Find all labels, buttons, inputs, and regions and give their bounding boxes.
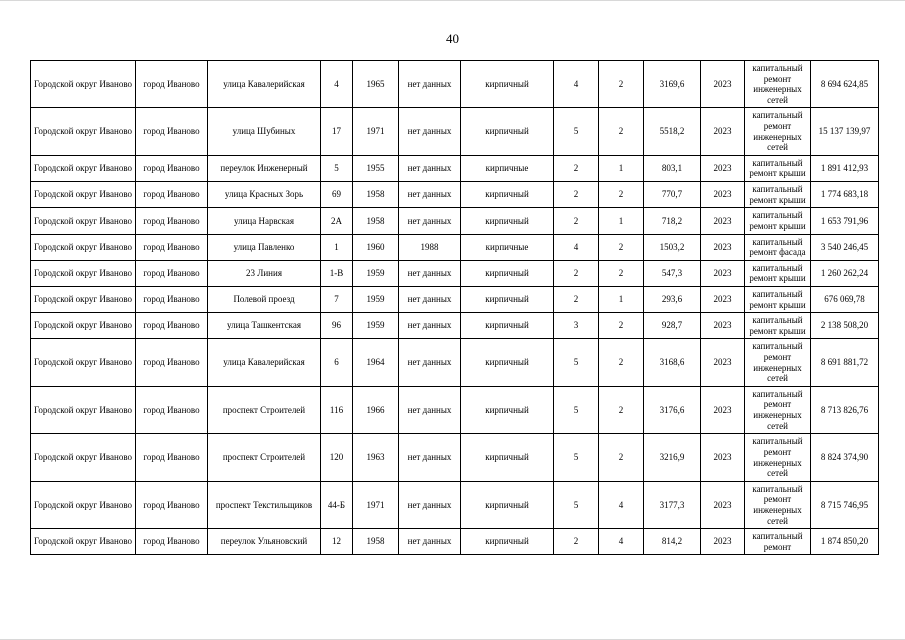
cell-floors: 2 [554, 208, 599, 234]
cell-street: улица Кавалерийская [208, 339, 321, 386]
cell-district: Городской округ Иваново [31, 434, 136, 481]
cell-year-survey: нет данных [399, 313, 461, 339]
cell-year-survey: нет данных [399, 339, 461, 386]
cell-district: Городской округ Иваново [31, 182, 136, 208]
table-row [31, 529, 879, 555]
cell-year-built: 1971 [353, 481, 399, 528]
cell-city: город Иваново [136, 339, 208, 386]
cell-year-survey: нет данных [399, 529, 461, 555]
table-row [31, 339, 879, 386]
table-row [31, 155, 879, 181]
cell-cost: 3 540 246,45 [811, 234, 879, 260]
cell-street: улица Нарвская [208, 208, 321, 234]
cell-cost: 8 824 374,90 [811, 434, 879, 481]
cell-year-built: 1965 [353, 61, 399, 108]
cell-area: 3216,9 [644, 434, 701, 481]
cell-house-number: 1 [321, 234, 353, 260]
cell-repair-type: капитальный ремонт фасада [745, 234, 811, 260]
cell-city: город Иваново [136, 481, 208, 528]
cell-city: город Иваново [136, 234, 208, 260]
cell-floors: 5 [554, 386, 599, 433]
cell-city: город Иваново [136, 208, 208, 234]
cell-year-survey: нет данных [399, 155, 461, 181]
cell-cost: 676 069,78 [811, 286, 879, 312]
cell-year-built: 1959 [353, 286, 399, 312]
cell-house-number: 12 [321, 529, 353, 555]
cell-year-survey: нет данных [399, 208, 461, 234]
cell-year-survey: нет данных [399, 386, 461, 433]
cell-repair-year: 2023 [701, 481, 745, 528]
cell-wall-material: кирпичный [461, 339, 554, 386]
cell-year-built: 1958 [353, 529, 399, 555]
cell-city: город Иваново [136, 182, 208, 208]
cell-entrances: 1 [599, 286, 644, 312]
cell-year-survey: нет данных [399, 182, 461, 208]
cell-wall-material: кирпичный [461, 481, 554, 528]
cell-street: 23 Линия [208, 260, 321, 286]
cell-house-number: 7 [321, 286, 353, 312]
cell-wall-material: кирпичный [461, 313, 554, 339]
cell-area: 718,2 [644, 208, 701, 234]
cell-entrances: 4 [599, 481, 644, 528]
cell-wall-material: кирпичный [461, 182, 554, 208]
cell-district: Городской округ Иваново [31, 481, 136, 528]
cell-district: Городской округ Иваново [31, 386, 136, 433]
table-row [31, 481, 879, 528]
cell-repair-year: 2023 [701, 234, 745, 260]
cell-year-built: 1966 [353, 386, 399, 433]
cell-floors: 5 [554, 108, 599, 155]
cell-district: Городской округ Иваново [31, 286, 136, 312]
cell-wall-material: кирпичный [461, 108, 554, 155]
table-row [31, 260, 879, 286]
cell-area: 3168,6 [644, 339, 701, 386]
cell-repair-type: капитальный ремонт инженерных сетей [745, 481, 811, 528]
cell-street: проспект Текстильщиков [208, 481, 321, 528]
cell-city: город Иваново [136, 286, 208, 312]
cell-house-number: 1-В [321, 260, 353, 286]
cell-year-built: 1971 [353, 108, 399, 155]
cell-entrances: 2 [599, 234, 644, 260]
cell-cost: 15 137 139,97 [811, 108, 879, 155]
cell-repair-year: 2023 [701, 529, 745, 555]
cell-floors: 2 [554, 260, 599, 286]
cell-year-built: 1964 [353, 339, 399, 386]
cell-cost: 1 891 412,93 [811, 155, 879, 181]
table-row [31, 61, 879, 108]
cell-wall-material: кирпичный [461, 286, 554, 312]
cell-entrances: 2 [599, 434, 644, 481]
cell-area: 803,1 [644, 155, 701, 181]
cell-repair-type: капитальный ремонт крыши [745, 155, 811, 181]
cell-floors: 2 [554, 155, 599, 181]
cell-repair-type: капитальный ремонт инженерных сетей [745, 108, 811, 155]
cell-street: переулок Ульяновский [208, 529, 321, 555]
cell-year-survey: нет данных [399, 260, 461, 286]
cell-street: улица Шубиных [208, 108, 321, 155]
cell-house-number: 69 [321, 182, 353, 208]
cell-city: город Иваново [136, 529, 208, 555]
cell-floors: 5 [554, 339, 599, 386]
cell-repair-year: 2023 [701, 260, 745, 286]
cell-city: город Иваново [136, 313, 208, 339]
cell-area: 3176,6 [644, 386, 701, 433]
cell-repair-year: 2023 [701, 286, 745, 312]
cell-cost: 8 715 746,95 [811, 481, 879, 528]
cell-area: 3169,6 [644, 61, 701, 108]
repair-program-table [30, 60, 879, 555]
cell-cost: 1 653 791,96 [811, 208, 879, 234]
cell-wall-material: кирпичный [461, 529, 554, 555]
cell-year-built: 1955 [353, 155, 399, 181]
cell-year-built: 1963 [353, 434, 399, 481]
cell-district: Городской округ Иваново [31, 155, 136, 181]
cell-cost: 1 260 262,24 [811, 260, 879, 286]
cell-year-built: 1960 [353, 234, 399, 260]
cell-area: 770,7 [644, 182, 701, 208]
cell-repair-year: 2023 [701, 208, 745, 234]
cell-floors: 5 [554, 481, 599, 528]
cell-district: Городской округ Иваново [31, 339, 136, 386]
cell-city: город Иваново [136, 155, 208, 181]
cell-cost: 8 691 881,72 [811, 339, 879, 386]
cell-area: 928,7 [644, 313, 701, 339]
cell-wall-material: кирпичный [461, 208, 554, 234]
cell-wall-material: кирпичный [461, 386, 554, 433]
table-row [31, 286, 879, 312]
cell-city: город Иваново [136, 61, 208, 108]
cell-city: город Иваново [136, 108, 208, 155]
cell-entrances: 2 [599, 182, 644, 208]
cell-floors: 2 [554, 286, 599, 312]
cell-district: Городской округ Иваново [31, 313, 136, 339]
cell-repair-type: капитальный ремонт крыши [745, 260, 811, 286]
cell-street: улица Павленко [208, 234, 321, 260]
cell-entrances: 2 [599, 260, 644, 286]
table-row [31, 108, 879, 155]
cell-entrances: 1 [599, 208, 644, 234]
cell-district: Городской округ Иваново [31, 61, 136, 108]
cell-house-number: 2А [321, 208, 353, 234]
table-body [31, 61, 879, 555]
cell-area: 3177,3 [644, 481, 701, 528]
cell-district: Городской округ Иваново [31, 208, 136, 234]
cell-year-survey: нет данных [399, 108, 461, 155]
cell-house-number: 6 [321, 339, 353, 386]
cell-city: город Иваново [136, 260, 208, 286]
cell-repair-year: 2023 [701, 339, 745, 386]
cell-entrances: 2 [599, 386, 644, 433]
cell-entrances: 1 [599, 155, 644, 181]
cell-entrances: 2 [599, 339, 644, 386]
cell-cost: 8 694 624,85 [811, 61, 879, 108]
cell-year-built: 1958 [353, 182, 399, 208]
cell-repair-year: 2023 [701, 434, 745, 481]
cell-entrances: 2 [599, 108, 644, 155]
cell-repair-year: 2023 [701, 61, 745, 108]
cell-repair-type: капитальный ремонт крыши [745, 208, 811, 234]
cell-repair-year: 2023 [701, 155, 745, 181]
cell-repair-year: 2023 [701, 386, 745, 433]
page-number: 40 [446, 31, 459, 46]
cell-repair-type: капитальный ремонт инженерных сетей [745, 339, 811, 386]
cell-repair-year: 2023 [701, 182, 745, 208]
table-row [31, 386, 879, 433]
cell-street: улица Ташкентская [208, 313, 321, 339]
cell-repair-year: 2023 [701, 108, 745, 155]
cell-repair-type: капитальный ремонт крыши [745, 286, 811, 312]
cell-cost: 1 874 850,20 [811, 529, 879, 555]
cell-wall-material: кирпичные [461, 234, 554, 260]
cell-floors: 5 [554, 434, 599, 481]
cell-wall-material: кирпичный [461, 260, 554, 286]
cell-repair-type: капитальный ремонт инженерных сетей [745, 386, 811, 433]
cell-area: 814,2 [644, 529, 701, 555]
cell-house-number: 4 [321, 61, 353, 108]
cell-repair-type: капитальный ремонт крыши [745, 182, 811, 208]
cell-year-built: 1959 [353, 260, 399, 286]
cell-wall-material: кирпичные [461, 155, 554, 181]
cell-district: Городской округ Иваново [31, 529, 136, 555]
cell-year-survey: нет данных [399, 286, 461, 312]
cell-year-built: 1959 [353, 313, 399, 339]
cell-area: 547,3 [644, 260, 701, 286]
cell-house-number: 17 [321, 108, 353, 155]
cell-entrances: 4 [599, 529, 644, 555]
cell-repair-year: 2023 [701, 313, 745, 339]
cell-cost: 1 774 683,18 [811, 182, 879, 208]
cell-repair-type: капитальный ремонт [745, 529, 811, 555]
cell-street: переулок Инженерный [208, 155, 321, 181]
cell-year-built: 1958 [353, 208, 399, 234]
cell-city: город Иваново [136, 434, 208, 481]
cell-area: 1503,2 [644, 234, 701, 260]
cell-year-survey: нет данных [399, 481, 461, 528]
cell-floors: 4 [554, 234, 599, 260]
cell-street: проспект Строителей [208, 386, 321, 433]
cell-street: улица Кавалерийская [208, 61, 321, 108]
cell-repair-type: капитальный ремонт инженерных сетей [745, 434, 811, 481]
cell-area: 293,6 [644, 286, 701, 312]
cell-district: Городской округ Иваново [31, 260, 136, 286]
cell-floors: 2 [554, 182, 599, 208]
cell-year-survey: 1988 [399, 234, 461, 260]
cell-house-number: 96 [321, 313, 353, 339]
cell-street: проспект Строителей [208, 434, 321, 481]
cell-wall-material: кирпичный [461, 434, 554, 481]
cell-area: 5518,2 [644, 108, 701, 155]
table-row [31, 313, 879, 339]
cell-district: Городской округ Иваново [31, 108, 136, 155]
cell-year-survey: нет данных [399, 61, 461, 108]
table-row [31, 182, 879, 208]
table-row [31, 434, 879, 481]
cell-repair-type: капитальный ремонт инженерных сетей [745, 61, 811, 108]
table-row [31, 234, 879, 260]
cell-year-survey: нет данных [399, 434, 461, 481]
cell-district: Городской округ Иваново [31, 234, 136, 260]
cell-street: улица Красных Зорь [208, 182, 321, 208]
cell-house-number: 120 [321, 434, 353, 481]
cell-entrances: 2 [599, 61, 644, 108]
cell-floors: 4 [554, 61, 599, 108]
cell-cost: 2 138 508,20 [811, 313, 879, 339]
cell-house-number: 44-Б [321, 481, 353, 528]
cell-floors: 3 [554, 313, 599, 339]
cell-wall-material: кирпичный [461, 61, 554, 108]
cell-house-number: 5 [321, 155, 353, 181]
cell-floors: 2 [554, 529, 599, 555]
table-row [31, 208, 879, 234]
cell-entrances: 2 [599, 313, 644, 339]
cell-city: город Иваново [136, 386, 208, 433]
cell-street: Полевой проезд [208, 286, 321, 312]
cell-repair-type: капитальный ремонт крыши [745, 313, 811, 339]
cell-house-number: 116 [321, 386, 353, 433]
cell-cost: 8 713 826,76 [811, 386, 879, 433]
